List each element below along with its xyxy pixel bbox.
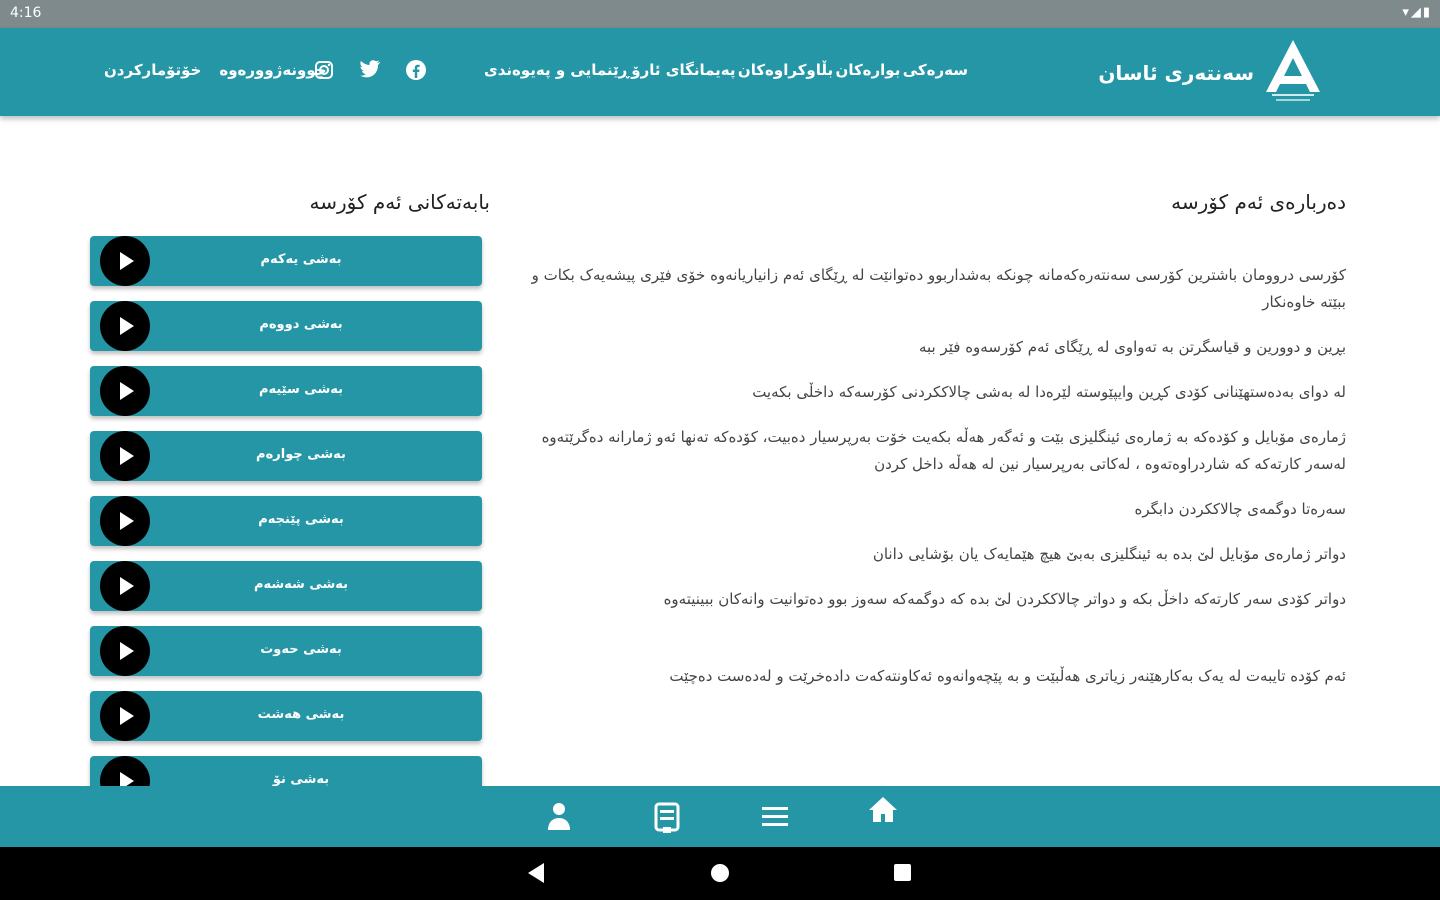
lesson-label: بەشی شەشەم bbox=[253, 577, 349, 592]
play-icon[interactable] bbox=[100, 236, 150, 286]
register-link[interactable]: خۆتۆمارکردن bbox=[104, 61, 202, 79]
lesson-item[interactable] bbox=[90, 626, 482, 676]
lesson-item[interactable] bbox=[90, 561, 482, 611]
lesson-item[interactable] bbox=[90, 301, 482, 351]
system-nav-bar bbox=[0, 847, 1440, 900]
lesson-label: بەشی نۆ bbox=[272, 772, 330, 786]
home-circle-icon[interactable] bbox=[711, 864, 729, 882]
about-paragraph: دواتر کۆدی سەر کارتەکە داخڵ بکە و دواتر چالاککردن لێ بدە کە دوگمەکە سەوز بوو دەتوانیت وانەکان ببینیتەوە bbox=[663, 590, 1346, 608]
lesson-label: بەشی سێیەم bbox=[258, 382, 344, 397]
lesson-label: بەشی دووەم bbox=[259, 317, 343, 332]
nav-home[interactable]: سەرەکی bbox=[902, 61, 968, 79]
recent-apps-icon[interactable] bbox=[894, 864, 911, 881]
social-links bbox=[312, 58, 428, 82]
about-section bbox=[530, 190, 1346, 708]
facebook-icon[interactable] bbox=[404, 58, 428, 82]
lesson-label: بەشی پێنجەم bbox=[258, 512, 344, 527]
menu-icon[interactable] bbox=[758, 798, 792, 834]
about-paragraph: سەرەتا دوگمەی چالاککردن دابگرە bbox=[1134, 500, 1346, 518]
bottom-nav bbox=[0, 786, 1440, 847]
brand-name: سەنتەری ئاسان bbox=[1098, 61, 1254, 85]
play-icon[interactable] bbox=[100, 561, 150, 611]
auth-links bbox=[104, 61, 327, 79]
about-paragraph: لە دوای بەدەستهێنانی کۆدی کڕین وایپێوستە لێرەدا لە بەشی چالاککردنی کۆرسەکە داخڵی بکەیت bbox=[752, 383, 1346, 401]
lesson-item[interactable] bbox=[90, 236, 482, 286]
app-header bbox=[0, 28, 1440, 116]
nav-publications[interactable]: بڵاوکراوەکان bbox=[737, 61, 834, 79]
nav-contact[interactable]: ڕێنمایی و پەیوەندی bbox=[484, 61, 629, 79]
courses-icon[interactable] bbox=[650, 798, 684, 834]
lesson-item[interactable] bbox=[90, 756, 482, 786]
lesson-item[interactable] bbox=[90, 431, 482, 481]
lesson-item[interactable] bbox=[90, 496, 482, 546]
back-icon[interactable] bbox=[528, 863, 544, 883]
play-icon[interactable] bbox=[100, 691, 150, 741]
play-icon[interactable] bbox=[100, 626, 150, 676]
status-icons: ▾◢▮ bbox=[1402, 5, 1432, 20]
home-icon[interactable] bbox=[866, 792, 900, 828]
about-paragraph: ژمارەی مۆبایل و کۆدەکە بە ژمارەی ئینگلیزی بێت و ئەگەر هەڵە بکەیت خۆت بەرپرسیار دەبیت، کۆدەکە تەنها ئەو ژمارانە دەگرێتەوە لەسەر کارتەکە کە شاردراوەتەوە ، لەکاتی بەرپرسیار نین لە هەڵە داخل کردن bbox=[541, 428, 1346, 473]
main-nav bbox=[484, 61, 968, 79]
lesson-label: بەشی هەشت bbox=[257, 707, 345, 722]
status-time: 4:16 bbox=[10, 5, 42, 21]
lesson-list bbox=[90, 236, 482, 786]
nav-institute[interactable]: پەیمانگای ئارۆ bbox=[631, 61, 736, 79]
play-icon[interactable] bbox=[100, 301, 150, 351]
lesson-label: بەشی یەکەم bbox=[260, 252, 342, 267]
nav-fields[interactable]: بوارەکان bbox=[835, 61, 901, 79]
brand-logo[interactable] bbox=[1262, 38, 1324, 106]
about-paragraph: بڕین و دوورین و قیاسگرتن بە تەواوی لە ڕێگای ئەم کۆرسەوە فێر ببە bbox=[918, 338, 1346, 356]
about-note: ئەم کۆدە تایبەت لە یەک بەکارهێنەر زیاتری هەڵبێت و بە پێچەوانەوە ئەکاونتەکەت دادەخرێت و لەدەست دەچێت bbox=[669, 667, 1346, 685]
main-content bbox=[0, 116, 1440, 786]
twitter-icon[interactable] bbox=[358, 58, 382, 82]
play-icon[interactable] bbox=[100, 756, 150, 786]
lesson-item[interactable] bbox=[90, 366, 482, 416]
lesson-label: بەشی چوارەم bbox=[256, 447, 346, 462]
play-icon[interactable] bbox=[100, 431, 150, 481]
lessons-title: بابەتەکانی ئەم کۆرسە bbox=[309, 190, 490, 214]
about-title: دەربارەی ئەم کۆرسە bbox=[1171, 190, 1346, 214]
lesson-item[interactable] bbox=[90, 691, 482, 741]
about-paragraph: کۆرسی دروومان باشترین کۆرسی سەنتەرەکەمانە چونکە بەشداربوو دەتوانێت لە ڕێگای ئەم زانیاریانەوە خۆی فێری پیشەیەک بکات و ببێتە خاوەنکار bbox=[531, 266, 1346, 311]
play-icon[interactable] bbox=[100, 366, 150, 416]
profile-icon[interactable] bbox=[542, 798, 576, 834]
play-icon[interactable] bbox=[100, 496, 150, 546]
login-link[interactable]: چوونەژوورەوە bbox=[219, 61, 327, 79]
about-paragraph: دواتر ژمارەی مۆبایل لێ بدە بە ئینگلیزی بەبێ هیچ هێمایەک یان بۆشایی دانان bbox=[872, 545, 1346, 563]
status-bar bbox=[0, 0, 1440, 28]
lesson-label: بەشی حەوت bbox=[260, 642, 342, 657]
